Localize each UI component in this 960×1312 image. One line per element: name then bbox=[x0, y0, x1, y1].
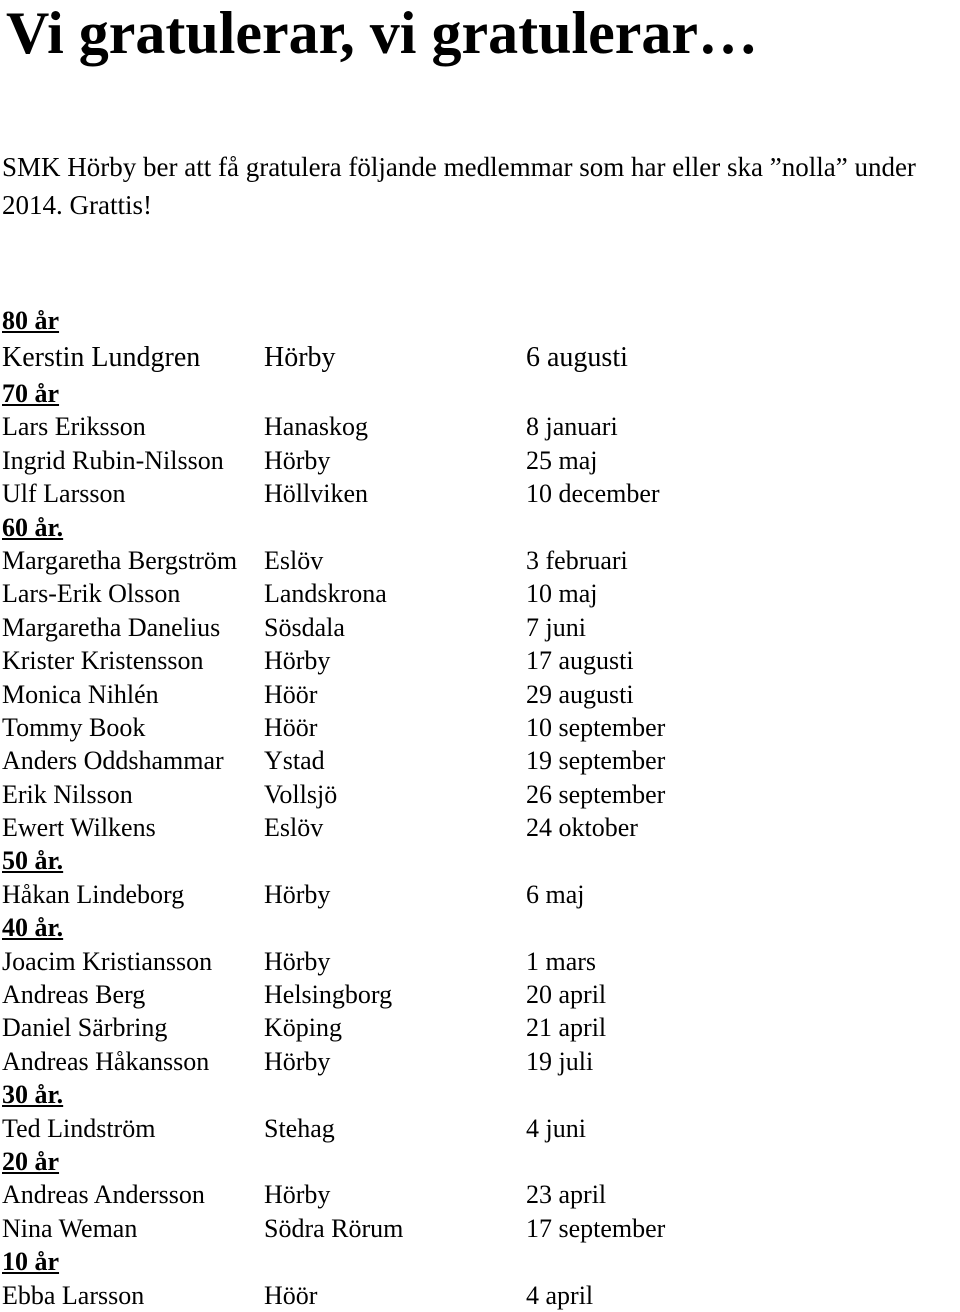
member-date: 10 december bbox=[526, 479, 660, 509]
member-name: Ingrid Rubin-Nilsson bbox=[2, 445, 224, 475]
member-place: Hörby bbox=[264, 1046, 331, 1076]
member-date: 3 februari bbox=[526, 545, 628, 575]
member-name: Monica Nihlén bbox=[2, 679, 159, 709]
member-place: Höör bbox=[264, 679, 318, 709]
page-title: Vi gratulerar, vi gratulerar… bbox=[6, 0, 759, 66]
member-date: 24 oktober bbox=[526, 813, 638, 843]
member-date: 7 juni bbox=[526, 612, 586, 642]
member-place: Eslöv bbox=[264, 813, 324, 843]
member-place: Hörby bbox=[264, 646, 331, 676]
member-place: Södra Rörum bbox=[264, 1213, 404, 1243]
member-name: Tommy Book bbox=[2, 712, 146, 742]
member-place: Köping bbox=[264, 1013, 342, 1043]
member-name: Kerstin Lundgren bbox=[2, 342, 201, 373]
member-row bbox=[2, 611, 942, 644]
section-heading: 20 år bbox=[2, 1146, 60, 1176]
section-heading: 10 år bbox=[2, 1247, 60, 1277]
member-date: 29 augusti bbox=[526, 679, 634, 709]
member-date: 10 maj bbox=[526, 579, 598, 609]
member-date: 23 april bbox=[526, 1180, 607, 1210]
intro-paragraph: SMK Hörby ber att få gratulera följande medlemmar som har eller ska ”nolla” under 2014. Grattis! bbox=[2, 152, 916, 220]
member-row bbox=[2, 778, 942, 811]
member-place: Hanaskog bbox=[264, 412, 368, 442]
member-name: Andreas Andersson bbox=[2, 1180, 205, 1210]
member-list bbox=[2, 302, 942, 1312]
member-row bbox=[2, 1112, 942, 1145]
member-place: Höllviken bbox=[264, 479, 368, 509]
member-place: Höör bbox=[264, 1280, 318, 1310]
member-date: 8 januari bbox=[526, 412, 618, 442]
member-name: Ebba Larsson bbox=[2, 1280, 145, 1310]
member-date: 17 augusti bbox=[526, 646, 634, 676]
section-heading: 40 år. bbox=[2, 913, 64, 943]
member-date: 19 september bbox=[526, 746, 666, 776]
section-heading: 30 år. bbox=[2, 1080, 64, 1110]
member-name: Margaretha Danelius bbox=[2, 612, 221, 642]
member-name: Andreas Håkansson bbox=[2, 1046, 210, 1076]
member-row bbox=[2, 1212, 942, 1245]
member-date: 17 september bbox=[526, 1213, 666, 1243]
member-place: Landskrona bbox=[264, 579, 387, 609]
member-place: Eslöv bbox=[264, 545, 324, 575]
member-name: Nina Weman bbox=[2, 1213, 138, 1243]
member-date: 26 september bbox=[526, 779, 666, 809]
member-name: Ulf Larsson bbox=[2, 479, 126, 509]
member-name: Håkan Lindeborg bbox=[2, 879, 185, 909]
member-place: Sösdala bbox=[264, 612, 345, 642]
member-name: Ted Lindström bbox=[2, 1113, 156, 1143]
member-name: Andreas Berg bbox=[2, 980, 146, 1010]
member-place: Hörby bbox=[264, 1180, 331, 1210]
member-row bbox=[2, 711, 942, 744]
member-place: Höör bbox=[264, 712, 318, 742]
member-place: Stehag bbox=[264, 1113, 335, 1143]
member-date: 25 maj bbox=[526, 445, 598, 475]
member-row bbox=[2, 1279, 942, 1312]
member-date: 21 april bbox=[526, 1013, 607, 1043]
member-row bbox=[2, 978, 942, 1011]
member-place: Helsingborg bbox=[264, 980, 393, 1010]
member-name: Lars-Erik Olsson bbox=[2, 579, 181, 609]
member-name: Ewert Wilkens bbox=[2, 813, 156, 843]
member-row bbox=[2, 1178, 942, 1211]
member-place: Hörby bbox=[264, 445, 331, 475]
member-name: Krister Kristensson bbox=[2, 646, 204, 676]
member-date: 19 juli bbox=[526, 1046, 594, 1076]
member-row bbox=[2, 410, 942, 443]
member-row bbox=[2, 644, 942, 677]
member-date: 1 mars bbox=[526, 946, 597, 976]
member-row bbox=[2, 544, 942, 577]
member-place: Hörby bbox=[264, 342, 336, 373]
member-row bbox=[2, 339, 942, 377]
member-row bbox=[2, 945, 942, 978]
member-row bbox=[2, 577, 942, 610]
member-place: Hörby bbox=[264, 879, 331, 909]
member-place: Hörby bbox=[264, 946, 331, 976]
member-date: 10 september bbox=[526, 712, 666, 742]
member-name: Margaretha Bergström bbox=[2, 545, 238, 575]
section-heading: 70 år bbox=[2, 379, 60, 408]
member-row bbox=[2, 477, 942, 510]
member-name: Lars Eriksson bbox=[2, 412, 146, 442]
section-heading: 80 år bbox=[2, 306, 60, 335]
member-row bbox=[2, 678, 942, 711]
member-row bbox=[2, 811, 942, 844]
member-name: Daniel Särbring bbox=[2, 1013, 168, 1043]
section-heading: 60 år. bbox=[2, 512, 64, 542]
member-date: 4 juni bbox=[526, 1113, 586, 1143]
member-place: Vollsjö bbox=[264, 779, 338, 809]
member-row bbox=[2, 444, 942, 477]
member-date: 4 april bbox=[526, 1280, 594, 1310]
member-place: Ystad bbox=[264, 746, 325, 776]
member-row bbox=[2, 1011, 942, 1044]
member-row bbox=[2, 1045, 942, 1078]
member-date: 6 maj bbox=[526, 879, 585, 909]
member-date: 6 augusti bbox=[526, 342, 628, 373]
member-name: Erik Nilsson bbox=[2, 779, 133, 809]
section-heading: 50 år. bbox=[2, 846, 64, 876]
member-name: Joacim Kristiansson bbox=[2, 946, 213, 976]
member-name: Anders Oddshammar bbox=[2, 746, 224, 776]
member-row bbox=[2, 744, 942, 777]
member-row bbox=[2, 878, 942, 911]
member-date: 20 april bbox=[526, 980, 607, 1010]
